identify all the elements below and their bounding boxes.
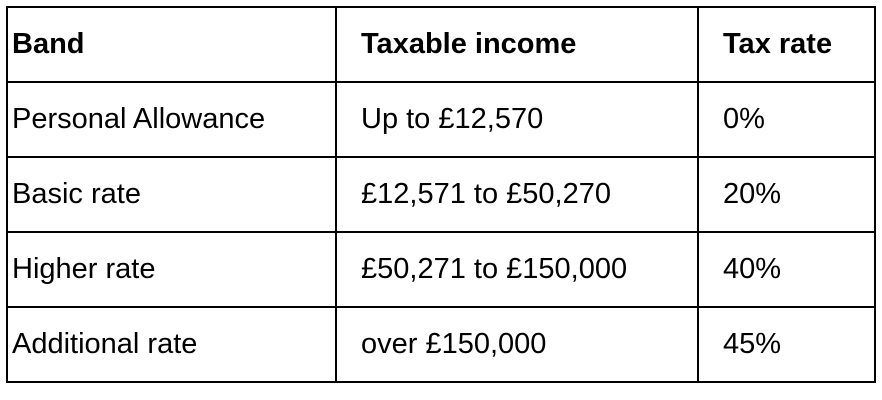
table-row [7, 232, 875, 307]
cell-taxable-income: £50,271 to £150,000 [336, 232, 698, 307]
cell-taxable-income: Up to £12,570 [336, 82, 698, 157]
header-taxable-income: Taxable income [336, 7, 698, 82]
table-row [7, 82, 875, 157]
table-body [7, 82, 875, 382]
header-row [7, 7, 875, 82]
header-band: Band [7, 7, 336, 82]
cell-tax-rate: 0% [698, 82, 875, 157]
cell-band: Higher rate [7, 232, 336, 307]
cell-tax-rate: 45% [698, 307, 875, 382]
cell-taxable-income: £12,571 to £50,270 [336, 157, 698, 232]
table-row [7, 307, 875, 382]
cell-band: Basic rate [7, 157, 336, 232]
cell-taxable-income: over £150,000 [336, 307, 698, 382]
cell-tax-rate: 20% [698, 157, 875, 232]
header-tax-rate: Tax rate [698, 7, 875, 82]
table-header [7, 7, 875, 82]
cell-band: Personal Allowance [7, 82, 336, 157]
tax-bands-table [6, 6, 876, 383]
cell-band: Additional rate [7, 307, 336, 382]
table-row [7, 157, 875, 232]
cell-tax-rate: 40% [698, 232, 875, 307]
